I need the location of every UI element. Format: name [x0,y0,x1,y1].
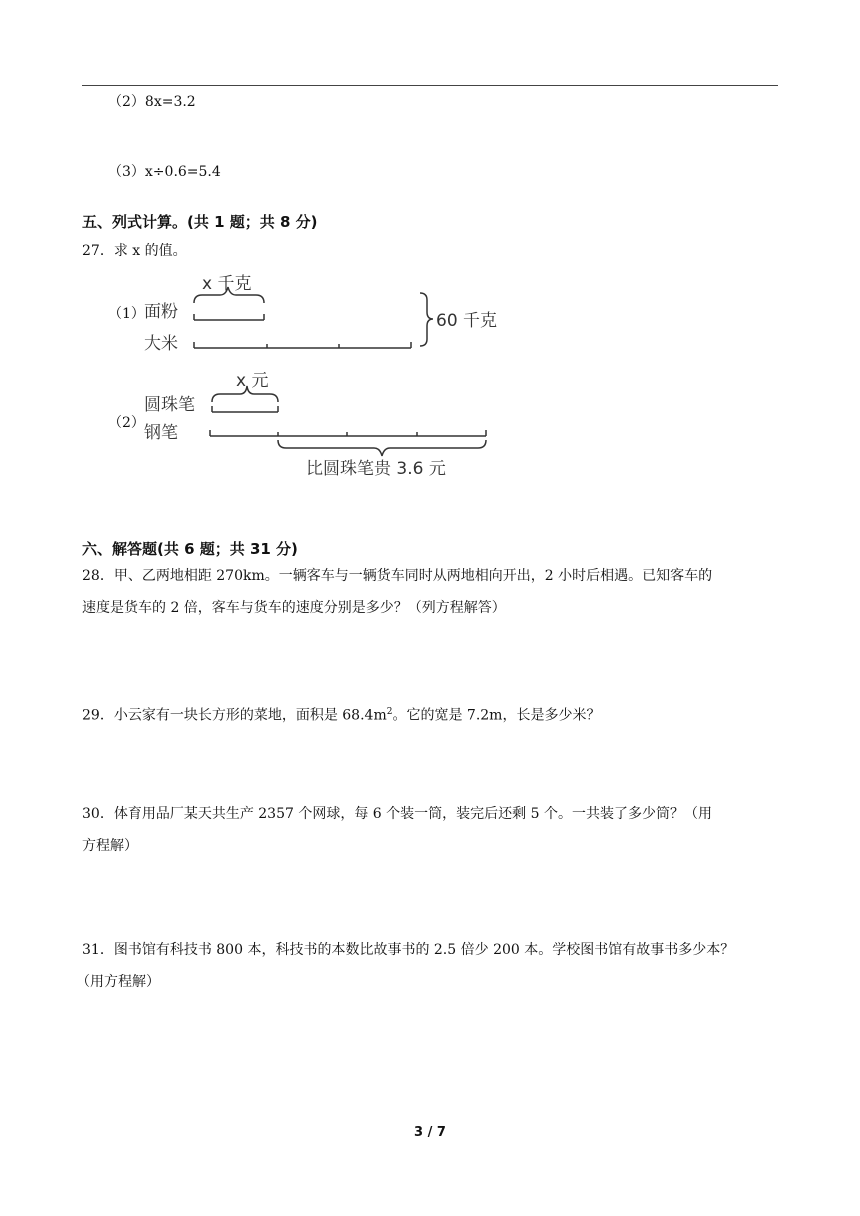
question-31-line-1 [82,940,734,960]
superscript: 2 [386,707,393,717]
question-28-line-1 [82,566,712,586]
diagram-1-total-label: 60 千克 [436,311,498,331]
question-text: 甲、乙两地相距 270km。一辆客车与一辆货车同时从两地相向开出，2 小时后相遇。已知客车的 [113,568,713,584]
diagram-2-difference-label: 比圆珠笔贵 3.6 元 [306,459,446,479]
diagram-1-row-2-label: 大米 [144,334,178,354]
question-number: 29． [82,707,114,724]
diagram-2-row-2-label: 钢笔 [144,423,178,443]
question-30-line-1 [82,804,712,824]
question-number: 31． [82,942,114,958]
page-number: 3 / 7 [414,1125,446,1140]
diagram-1 [140,265,520,360]
diagram-1-index: （1） [108,306,145,322]
question-text: 小云家有一块长方形的菜地，面积是 68.4m [113,707,387,724]
diagram-2-index: （2） [108,415,145,431]
equation-3: （3）x÷0.6=5.4 [108,164,221,180]
question-30-line-2: 方程解） [82,838,138,854]
question-31-line-2: （用方程解） [76,974,160,990]
question-text: 图书馆有科技书 800 本，科技书的本数比故事书的 2.5 倍少 200 本。学校图书馆有故事书多少本？ [113,942,735,958]
section-6-heading: 六、解答题(共 6 题；共 31 分) [82,540,298,558]
diagram-2 [140,362,520,487]
question-28-line-2: 速度是货车的 2 倍，客车与货车的速度分别是多少？（列方程解答） [82,600,506,616]
question-number: 28． [82,568,114,584]
diagram-1-variable-label: x 千克 [202,274,252,294]
section-5-heading: 五、列式计算。(共 1 题；共 8 分) [82,213,318,231]
equation-2: （2）8x=3.2 [108,94,196,110]
diagram-2-row-1-label: 圆珠笔 [144,395,195,415]
diagram-2-variable-label: x 元 [236,371,269,391]
question-text: 体育用品厂某天共生产 2357 个网球，每 6 个装一筒，装完后还剩 5 个。一共装了多少筒？（用 [113,806,712,822]
question-text: 求 x 的值。 [113,243,187,259]
header-rule [82,85,778,86]
diagram-1-right-brace [420,293,433,346]
diagram-1-row-1-label: 面粉 [144,302,178,322]
question-text-continued: 。它的宽是 7.2m，长是多少米？ [392,707,601,724]
question-29 [82,702,600,726]
question-27 [82,241,187,261]
question-number: 30． [82,806,114,822]
diagram-2-bottom-brace [278,440,486,456]
question-number: 27． [82,243,114,259]
